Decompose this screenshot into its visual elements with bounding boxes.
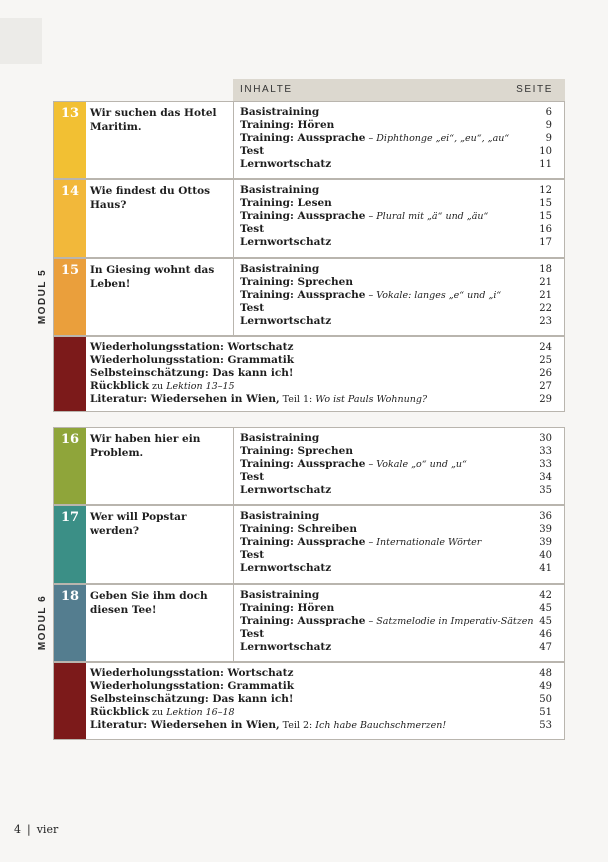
- list-item[interactable]: Basistraining 42: [240, 589, 552, 601]
- lesson-items: [240, 106, 564, 171]
- list-item[interactable]: Basistraining 12: [240, 184, 552, 196]
- review-items: [90, 341, 564, 406]
- list-item[interactable]: Basistraining 30: [240, 432, 552, 444]
- list-item[interactable]: Lernwortschatz 23: [240, 315, 552, 328]
- lesson-title: Wir suchen das Hotel Maritim.: [90, 107, 217, 133]
- list-item[interactable]: Test 34: [240, 471, 552, 484]
- list-item[interactable]: Training: Aussprache – Diphthonge „ei“, „eu“, „au“ 9: [240, 132, 552, 145]
- page-word: vier: [36, 823, 59, 836]
- list-item[interactable]: Wiederholungsstation: Wortschatz 48: [90, 667, 552, 679]
- modul-6-review: [53, 662, 565, 740]
- modul-6-label: MODUL 6: [37, 594, 49, 650]
- column-divider: [233, 180, 234, 257]
- list-item[interactable]: Training: Schreiben 39: [240, 523, 552, 536]
- list-item[interactable]: Training: Sprechen 21: [240, 276, 552, 289]
- list-item[interactable]: Lernwortschatz 41: [240, 562, 552, 575]
- modul-5-review: [53, 336, 565, 412]
- list-item[interactable]: Basistraining 18: [240, 263, 552, 275]
- list-item[interactable]: Test 16: [240, 223, 552, 236]
- toc-header: [233, 79, 565, 101]
- column-divider: [233, 506, 234, 583]
- list-item[interactable]: Training: Lesen 15: [240, 197, 552, 210]
- list-item[interactable]: Lernwortschatz 35: [240, 484, 552, 497]
- lesson-items: [240, 510, 564, 575]
- footer-separator: |: [27, 823, 31, 836]
- list-item[interactable]: Test 10: [240, 145, 552, 158]
- list-item[interactable]: Lernwortschatz 11: [240, 158, 552, 171]
- list-item[interactable]: Test 22: [240, 302, 552, 315]
- lesson-title: Wer will Popstar werden?: [90, 511, 187, 537]
- lesson-number: 13: [54, 102, 86, 178]
- list-item[interactable]: Test 46: [240, 628, 552, 641]
- ghost-tab-shape: [0, 18, 42, 64]
- list-item[interactable]: Wiederholungsstation: Grammatik 49: [90, 680, 552, 693]
- page-number: 4: [14, 823, 21, 836]
- lesson-14: [53, 179, 565, 258]
- lesson-title: Geben Sie ihm doch diesen Tee!: [90, 590, 208, 616]
- lesson-number: 18: [54, 585, 86, 661]
- lesson-16: [53, 427, 565, 505]
- list-item[interactable]: Training: Hören 45: [240, 602, 552, 615]
- header-inhalte: INHALTE: [240, 84, 293, 95]
- list-item[interactable]: Lernwortschatz 47: [240, 641, 552, 654]
- list-item[interactable]: Training: Aussprache – Vokale: langes „e“ und „i“ 21: [240, 289, 552, 302]
- list-item[interactable]: Training: Sprechen 33: [240, 445, 552, 458]
- column-divider: [233, 585, 234, 661]
- lesson-15: [53, 258, 565, 336]
- list-item[interactable]: Training: Aussprache – Internationale Wörter 39: [240, 536, 552, 549]
- list-item[interactable]: Literatur: Wiedersehen in Wien, Teil 2: Ich habe Bauchschmerzen! 53: [90, 719, 552, 732]
- list-item[interactable]: Training: Aussprache – Plural mit „ä“ und „äu“ 15: [240, 210, 552, 223]
- header-seite: SEITE: [516, 84, 553, 95]
- lesson-13: [53, 101, 565, 179]
- list-item[interactable]: Wiederholungsstation: Wortschatz 24: [90, 341, 552, 353]
- column-divider: [233, 259, 234, 335]
- list-item[interactable]: Lernwortschatz 17: [240, 236, 552, 249]
- lesson-18: [53, 584, 565, 662]
- list-item[interactable]: Training: Hören 9: [240, 119, 552, 132]
- lesson-number: 15: [54, 259, 86, 335]
- review-items: [90, 667, 564, 732]
- list-item[interactable]: Training: Aussprache – Vokale „o“ und „u“ 33: [240, 458, 552, 471]
- lesson-number: 17: [54, 506, 86, 583]
- modul-5-label: MODUL 5: [37, 268, 49, 324]
- review-color-bar: [54, 337, 86, 411]
- list-item[interactable]: Selbsteinschätzung: Das kann ich! 26: [90, 367, 552, 380]
- list-item[interactable]: Basistraining 6: [240, 106, 552, 118]
- lesson-items: [240, 589, 564, 654]
- lesson-items: [240, 432, 564, 497]
- list-item[interactable]: Rückblick zu Lektion 16–18 51: [90, 706, 552, 719]
- list-item[interactable]: Basistraining 36: [240, 510, 552, 522]
- review-color-bar: [54, 663, 86, 739]
- list-item[interactable]: Wiederholungsstation: Grammatik 25: [90, 354, 552, 367]
- lesson-items: [240, 263, 564, 328]
- column-divider: [233, 428, 234, 504]
- lesson-17: [53, 505, 565, 584]
- list-item[interactable]: Selbsteinschätzung: Das kann ich! 50: [90, 693, 552, 706]
- lesson-title: In Giesing wohnt das Leben!: [90, 264, 215, 290]
- lesson-items: [240, 184, 564, 249]
- list-item[interactable]: Training: Aussprache – Satzmelodie in Imperativ-Sätzen 45: [240, 615, 552, 628]
- lesson-title: Wir haben hier ein Problem.: [90, 433, 201, 459]
- lesson-number: 16: [54, 428, 86, 504]
- lesson-number: 14: [54, 180, 86, 257]
- page-footer: [14, 823, 58, 836]
- list-item[interactable]: Literatur: Wiedersehen in Wien, Teil 1: Wo ist Pauls Wohnung? 29: [90, 393, 552, 406]
- column-divider: [233, 102, 234, 178]
- lesson-title: Wie findest du Ottos Haus?: [90, 185, 211, 211]
- list-item[interactable]: Test 40: [240, 549, 552, 562]
- list-item[interactable]: Rückblick zu Lektion 13–15 27: [90, 380, 552, 393]
